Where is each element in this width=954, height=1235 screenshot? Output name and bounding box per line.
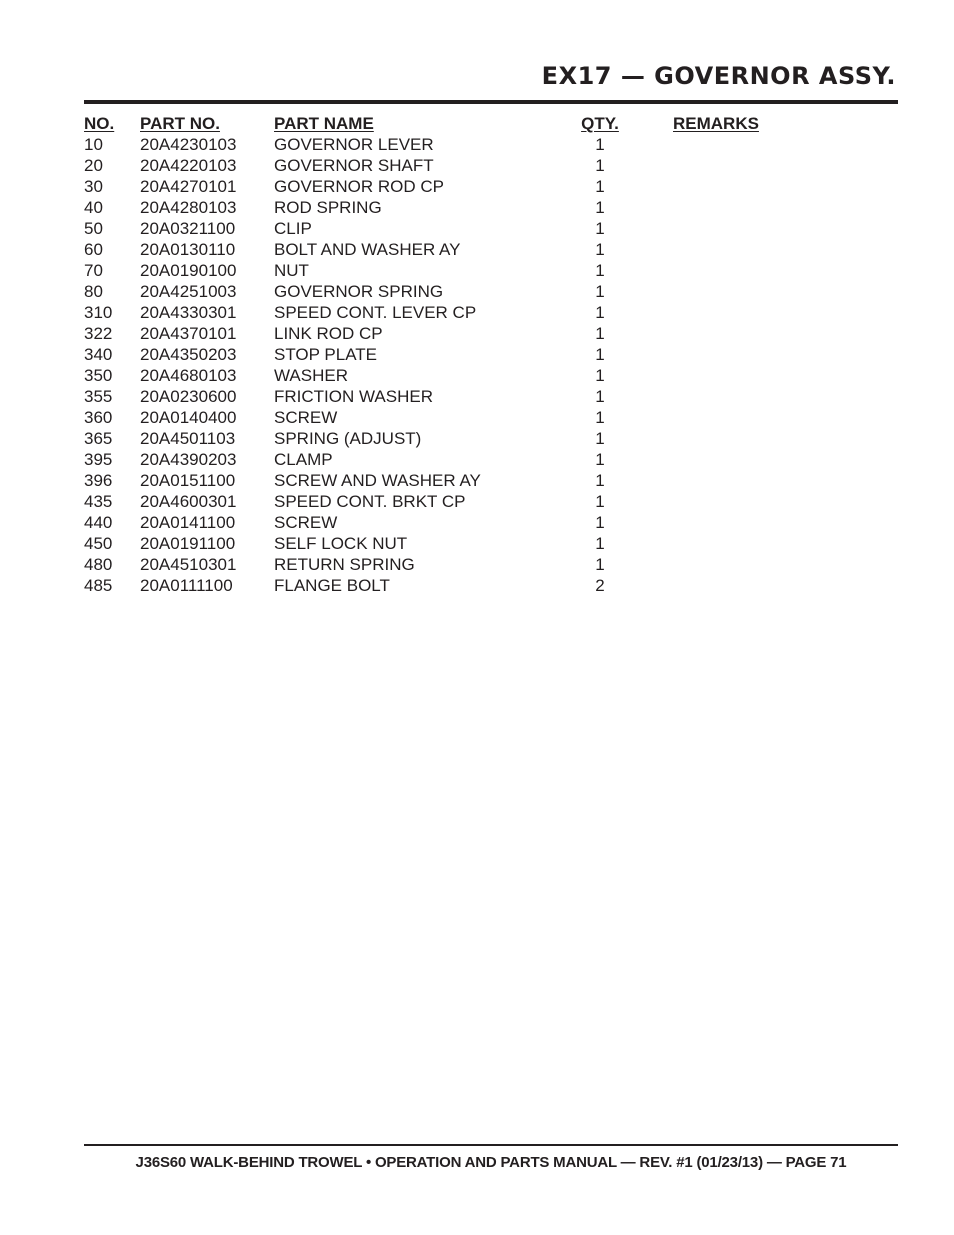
cell-no: 350 [84,366,113,385]
table-row [84,512,844,533]
header-part-no: PART NO. [140,114,220,133]
cell-part-name: RETURN SPRING [274,555,415,574]
cell-part-no: 20A0191100 [140,534,236,553]
cell-part-name: FRICTION WASHER [274,387,433,406]
cell-part-no: 20A4330301 [140,303,237,322]
cell-part-no: 20A0140400 [140,408,237,427]
table-row [84,260,844,281]
cell-part-no: 20A0321100 [140,219,236,238]
cell-qty: 1 [595,387,605,406]
cell-part-no: 20A4680103 [140,366,237,385]
page-footer: J36S60 WALK-BEHIND TROWEL • OPERATION AND PARTS MANUAL — REV. #1 (01/23/13) — PAGE 71 [135,1154,847,1171]
title-rule [84,100,898,104]
cell-qty: 1 [595,366,605,385]
cell-part-name: FLANGE BOLT [274,576,390,595]
header-remarks: REMARKS [673,114,759,133]
cell-part-no: 20A4600301 [140,492,237,511]
table-row [84,554,844,575]
table-row [84,491,844,512]
cell-part-no: 20A0190100 [140,261,237,280]
cell-part-name: SPEED CONT. LEVER CP [274,303,477,322]
table-row [84,197,844,218]
table-row [84,281,844,302]
cell-part-name: NUT [274,261,309,280]
table-body [84,134,844,596]
table-row [84,449,844,470]
footer-rule [84,1144,898,1146]
cell-part-no: 20A4370101 [140,324,237,343]
table-row [84,428,844,449]
cell-part-name: SCREW [274,513,338,532]
cell-part-name: GOVERNOR ROD CP [274,177,445,196]
table-row [84,575,844,596]
cell-no: 40 [84,198,103,217]
cell-part-name: GOVERNOR SPRING [274,282,444,301]
cell-qty: 1 [595,282,605,301]
cell-no: 365 [84,429,113,448]
cell-qty: 1 [595,219,605,238]
cell-qty: 2 [595,576,605,595]
table-row [84,365,844,386]
table-row [84,533,844,554]
cell-no: 310 [84,303,113,322]
cell-qty: 1 [595,135,605,154]
header-qty: QTY. [581,114,619,133]
cell-no: 355 [84,387,113,406]
cell-part-no: 20A4280103 [140,198,237,217]
cell-no: 485 [84,576,113,595]
cell-part-no: 20A4390203 [140,450,237,469]
cell-qty: 1 [595,240,605,259]
cell-part-name: ROD SPRING [274,198,382,217]
cell-part-name: SPRING (ADJUST) [274,429,422,448]
cell-no: 360 [84,408,113,427]
cell-part-no: 20A0130110 [140,240,236,259]
cell-qty: 1 [595,177,605,196]
table-row [84,386,844,407]
cell-part-name: LINK ROD CP [274,324,383,343]
cell-qty: 1 [595,198,605,217]
cell-qty: 1 [595,513,605,532]
cell-qty: 1 [595,345,605,364]
table-row [84,407,844,428]
table-row [84,239,844,260]
cell-qty: 1 [595,324,605,343]
cell-part-no: 20A4510301 [140,555,237,574]
cell-no: 50 [84,219,103,238]
cell-no: 435 [84,492,113,511]
header-no: NO. [84,114,115,133]
cell-part-no: 20A0151100 [140,471,236,490]
cell-part-no: 20A4220103 [140,156,237,175]
cell-no: 322 [84,324,113,343]
cell-no: 395 [84,450,113,469]
cell-part-name: CLIP [274,219,312,238]
table-row [84,176,844,197]
cell-no: 440 [84,513,113,532]
cell-part-name: SCREW AND WASHER AY [274,471,481,490]
cell-qty: 1 [595,534,605,553]
cell-part-name: SPEED CONT. BRKT CP [274,492,466,511]
cell-qty: 1 [595,303,605,322]
cell-qty: 1 [595,408,605,427]
cell-no: 450 [84,534,113,553]
cell-part-no: 20A4501103 [140,429,236,448]
cell-part-no: 20A4350203 [140,345,237,364]
cell-part-name: GOVERNOR SHAFT [274,156,434,175]
table-row [84,218,844,239]
cell-part-no: 20A0111100 [140,576,233,595]
cell-part-no: 20A0141100 [140,513,236,532]
cell-qty: 1 [595,555,605,574]
cell-part-name: CLAMP [274,450,333,469]
table-row [84,470,844,491]
cell-part-name: WASHER [274,366,348,385]
cell-part-no: 20A4230103 [140,135,237,154]
cell-part-name: SCREW [274,408,338,427]
cell-no: 20 [84,156,103,175]
cell-qty: 1 [595,156,605,175]
page-title: EX17 — GOVERNOR ASSY. [541,62,896,90]
cell-no: 80 [84,282,103,301]
table-row [84,302,844,323]
cell-part-name: BOLT AND WASHER AY [274,240,461,259]
cell-no: 480 [84,555,113,574]
cell-no: 396 [84,471,113,490]
cell-part-no: 20A4251003 [140,282,237,301]
cell-no: 60 [84,240,103,259]
table-row [84,344,844,365]
cell-part-name: GOVERNOR LEVER [274,135,434,154]
cell-part-name: STOP PLATE [274,345,377,364]
cell-qty: 1 [595,471,605,490]
cell-qty: 1 [595,450,605,469]
table-header-row [84,113,844,134]
cell-qty: 1 [595,429,605,448]
table-row [84,134,844,155]
cell-part-no: 20A0230600 [140,387,237,406]
cell-qty: 1 [595,492,605,511]
cell-part-no: 20A4270101 [140,177,237,196]
cell-no: 30 [84,177,103,196]
cell-no: 340 [84,345,113,364]
cell-qty: 1 [595,261,605,280]
table-row [84,323,844,344]
header-part-name: PART NAME [274,114,374,133]
table-row [84,155,844,176]
cell-part-name: SELF LOCK NUT [274,534,408,553]
parts-table [84,113,844,596]
cell-no: 70 [84,261,103,280]
cell-no: 10 [84,135,103,154]
